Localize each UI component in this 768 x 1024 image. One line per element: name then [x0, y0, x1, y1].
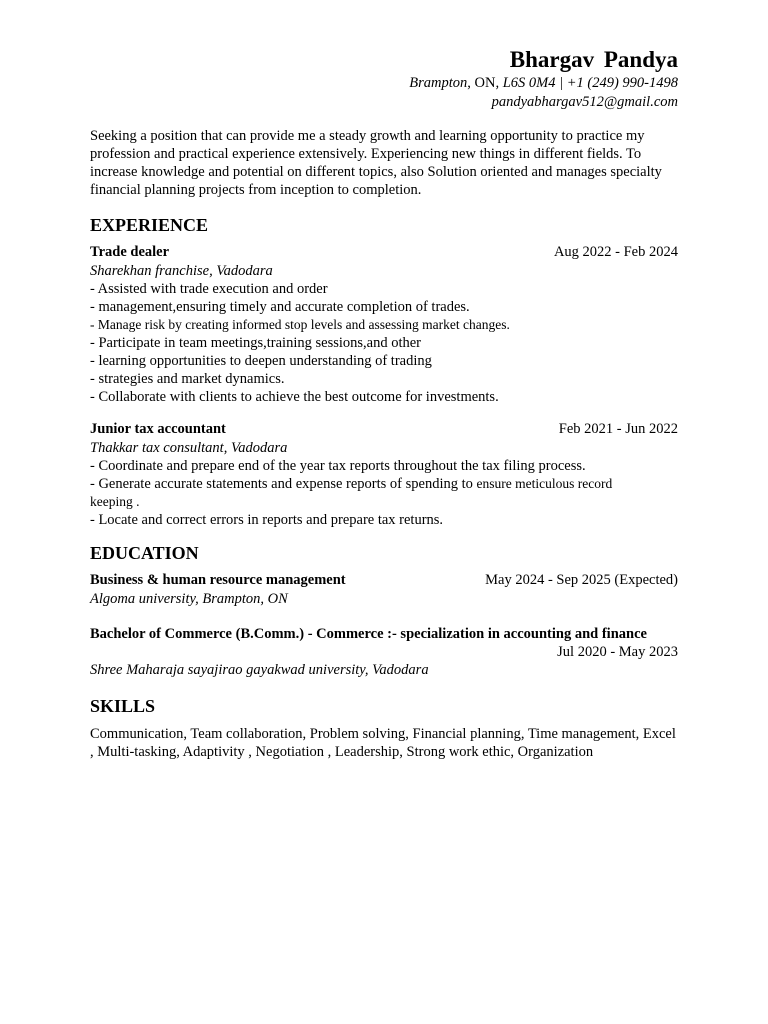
- job-dates: Aug 2022 - Feb 2024: [553, 244, 678, 260]
- job-bullet-continuation: keeping .: [90, 494, 140, 509]
- education-degree: Bachelor of Commerce (B.Comm.) - Commerce :- specialization in accounting and finance: [90, 626, 647, 642]
- job-bullet: - Locate and correct errors in reports and prepare tax returns.: [90, 512, 444, 528]
- job-bullet: [90, 475, 678, 493]
- location-city: Brampton: [409, 75, 468, 91]
- education-header-row: [90, 571, 678, 590]
- skills-list: Communication, Team collaboration, Problem solving, Financial planning, Time management, Excel , Multi-tasking, Adaptivity , Negotiation , Leadership, Strong work ethic, Organization: [90, 726, 676, 760]
- education-dates: May 2024 - Sep 2025 (Expected): [485, 572, 678, 588]
- job-dates: Feb 2021 - Jun 2022: [558, 421, 678, 437]
- job-bullet: - management,ensuring timely and accurate completion of trades.: [90, 299, 470, 315]
- experience-heading: EXPERIENCE: [90, 215, 209, 235]
- job-company: Sharekhan franchise, Vadodara: [90, 263, 273, 279]
- education-item: [90, 625, 678, 679]
- skills-heading: SKILLS: [90, 696, 156, 716]
- job-bullet: - Assisted with trade execution and order: [90, 281, 328, 297]
- job-header-row: [90, 420, 678, 439]
- job-bullet: - strategies and market dynamics.: [90, 371, 285, 387]
- contact-line: [409, 74, 678, 93]
- job-bullet-part: ensure meticulous record: [476, 476, 613, 491]
- education-degree: Business & human resource management: [90, 572, 346, 588]
- job-company: Thakkar tax consultant, Vadodara: [90, 440, 288, 456]
- job-bullet: - Coordinate and prepare end of the year tax reports throughout the tax filing process.: [90, 458, 586, 474]
- job-junior-tax-accountant: [90, 420, 678, 529]
- education-item: [90, 571, 678, 608]
- education-dates: Jul 2020 - May 2023: [557, 644, 678, 660]
- job-bullet: - learning opportunities to deepen understanding of trading: [90, 353, 432, 369]
- job-bullet: - Manage risk by creating informed stop levels and assessing market changes.: [90, 317, 510, 332]
- job-bullet-part: - Generate accurate statements and expense reports of spending to: [90, 476, 473, 492]
- summary-paragraph: Seeking a position that can provide me a steady growth and learning opportunity to practice my profession and practical experience extensively. Experiencing new things in different fields. To increase knowledge and potential on different topics, also Solution oriented and manages specialty financial planning projects from inception to completion.: [90, 128, 662, 198]
- resume-header: [409, 46, 678, 112]
- email: pandyabhargav512@gmail.com: [491, 94, 678, 110]
- job-role: Junior tax accountant: [90, 421, 226, 437]
- education-school: Shree Maharaja sayajirao gayakwad university, Vadodara: [90, 662, 429, 678]
- location-rest: , L6S 0M4 | +1 (249) 990-1498: [495, 75, 678, 91]
- job-bullet: - Participate in team meetings,training sessions,and other: [90, 335, 422, 351]
- job-role: Trade dealer: [90, 244, 170, 260]
- job-trade-dealer: [90, 243, 678, 406]
- location-province: , ON: [467, 75, 496, 91]
- job-header-row: [90, 243, 678, 262]
- education-school: Algoma university, Brampton, ON: [90, 591, 288, 607]
- candidate-name: Bhargav Pandya: [509, 47, 678, 72]
- job-bullet: - Collaborate with clients to achieve the best outcome for investments.: [90, 389, 499, 405]
- education-heading: EDUCATION: [90, 543, 199, 563]
